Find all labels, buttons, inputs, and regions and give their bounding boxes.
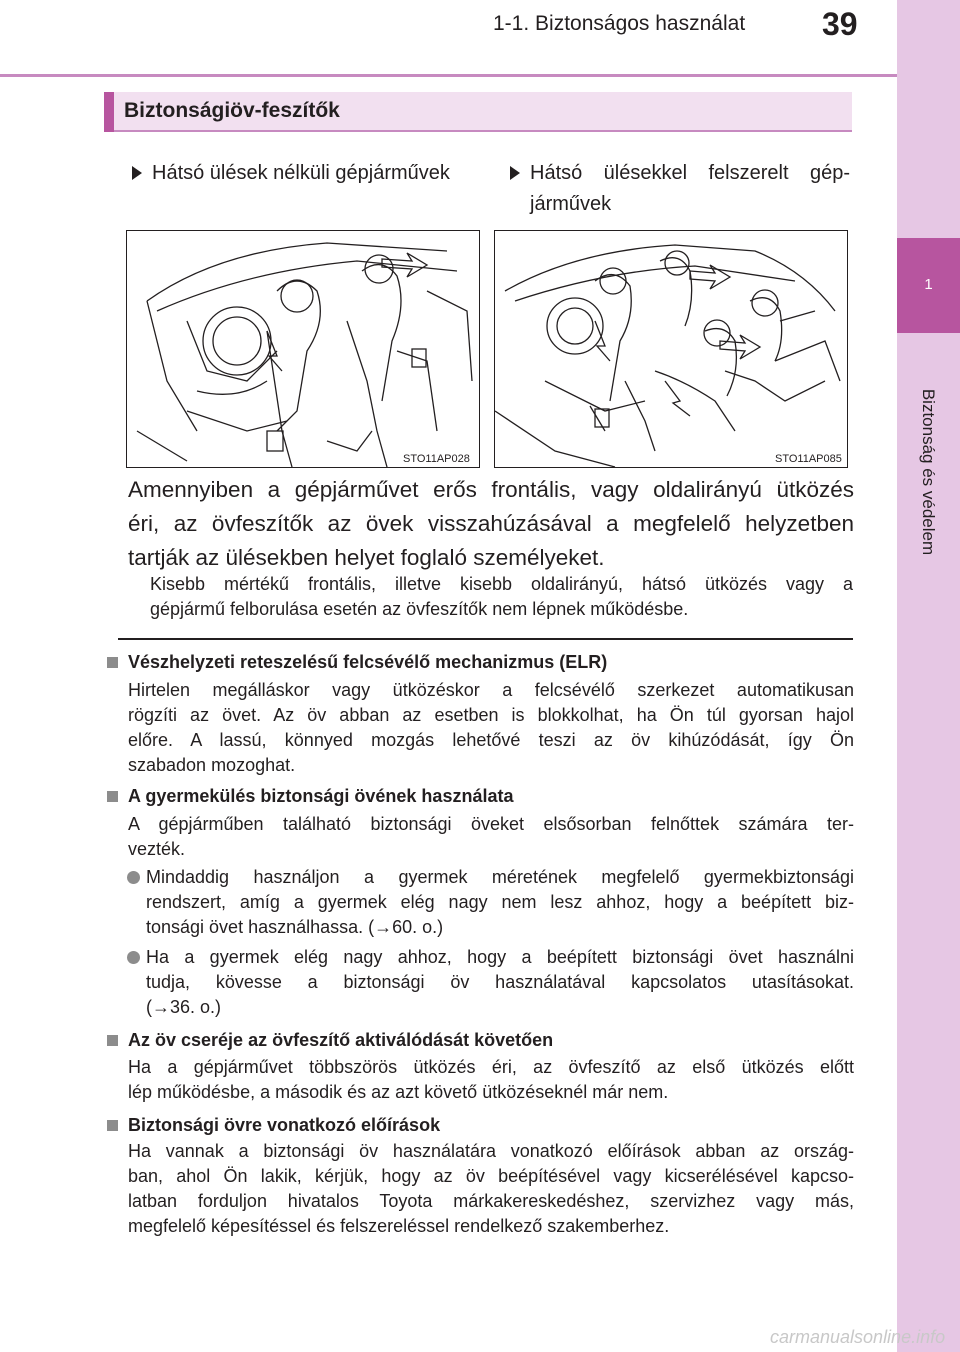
figure-caption-line: járművek [530, 193, 612, 215]
caption-triangle-icon [510, 166, 520, 180]
figure-code: STO11AP085 [775, 453, 842, 465]
body-line: (→36. o.) [146, 997, 222, 1017]
square-bullet-icon [107, 1120, 118, 1131]
body-line: Hirtelen megálláskor vagy ütközéskor a felcsévélő szerkezet automatikusan [128, 680, 854, 700]
body-line: tonsági övet használhassa. (→60. o.) [146, 917, 444, 937]
body-line: Ha vannak a biztonsági öv használatára vonatkozó előírások abban az ország- [128, 1141, 854, 1161]
body-line: ban, ahol Ön lakik, kérjük, hogy az öv beépítésével vagy kicserélésével kapcso- [128, 1166, 854, 1186]
section-title-accent [104, 92, 114, 132]
intro-line: Amennyiben a gépjárművet erős frontális, vagy oldalirányú ütközés [128, 477, 854, 502]
subsection-heading: Vészhelyzeti reteszelésű felcsévélő mechanizmus (ELR) [128, 652, 608, 672]
note-paragraph [150, 572, 853, 622]
caption-triangle-icon [132, 166, 142, 180]
figure-caption-left [152, 158, 482, 189]
running-header: 1-1. Biztonságos használat [493, 12, 746, 35]
body-line: Ha a gyermek elég nagy ahhoz, hogy a beépített biztonsági övet használni [146, 947, 854, 967]
header-rule [0, 74, 897, 77]
body-line: megfelelő képesítéssel és felszereléssel rendelkező szakemberhez. [128, 1216, 670, 1236]
intro-line: éri, az övfeszítők az övek visszahúzásával a megfelelő helyzetben [128, 511, 854, 536]
section-divider [118, 638, 853, 640]
body-line: előre. A lassú, könnyed mozgás lehetővé teszi az öv kihúzódását, így Ön [128, 730, 854, 750]
figure-caption-line: Hátsó ülésekkel felszerelt gép- [530, 162, 850, 184]
body-line: A gépjárműben található biztonsági öveket elsősorban felnőttek számára ter- [128, 814, 854, 834]
note-line: Kisebb mértékű frontális, illetve kisebb oldalirányú, hátsó ütközés vagy a [150, 574, 853, 594]
body-line: latban forduljon hivatalos Toyota márkakereskedéshez, szervizhez vagy más, [128, 1191, 854, 1211]
round-bullet-icon [127, 951, 140, 964]
watermark: carmanualsonline.info [770, 1327, 946, 1347]
round-bullet-icon [127, 871, 140, 884]
square-bullet-icon [107, 791, 118, 802]
body-line: Mindaddig használjon a gyermek méretének megfelelő gyermekbiztonsági [146, 867, 854, 887]
bullet-paragraph [146, 945, 854, 1020]
subsection-heading: A gyermekülés biztonsági övének használata [128, 786, 514, 806]
figure-seatbelt-with-rear [494, 230, 848, 468]
car-interior-illustration [127, 231, 479, 467]
car-interior-illustration [495, 231, 847, 467]
subsection-body [128, 812, 854, 862]
section-title: Biztonságiöv-feszítők [124, 99, 340, 122]
subsection-body [128, 1139, 854, 1239]
intro-line: tartják az ülésekben helyet foglaló személyeket. [128, 545, 605, 570]
chapter-tab-number: 1 [924, 276, 933, 293]
square-bullet-icon [107, 1035, 118, 1046]
square-bullet-icon [107, 657, 118, 668]
body-line: vezték. [128, 839, 186, 859]
body-line: lép működésbe, a második és az azt követő ütközéseknél már nem. [128, 1082, 669, 1102]
figure-seatbelt-no-rear [126, 230, 480, 468]
subsection-body [128, 678, 854, 778]
subsection-heading: Biztonsági övre vonatkozó előírások [128, 1115, 441, 1135]
figure-code: STO11AP028 [403, 453, 470, 465]
body-line: rögzíti az övet. Az öv abban az esetben is blokkolhat, ha Ön túl gyorsan hajol [128, 705, 854, 725]
figure-caption-line: Hátsó ülések nélküli gépjárművek [152, 162, 450, 184]
figure-caption-right [530, 158, 850, 220]
intro-paragraph [128, 473, 854, 575]
page-number: 39 [822, 6, 858, 42]
subsection-heading: Az öv cseréje az övfeszítő aktiválódását követően [128, 1030, 554, 1050]
note-line: gépjármű felborulása esetén az övfeszítők nem lépnek működésbe. [150, 599, 689, 619]
subsection-body [128, 1055, 854, 1105]
bullet-paragraph [146, 865, 854, 940]
body-line: Ha a gépjárművet többszörös ütközés éri, az övfeszítő az első ütközés előtt [128, 1057, 854, 1077]
body-line: szabadon mozoghat. [128, 755, 296, 775]
body-line: rendszert, amíg a gyermek elég nagy nem lesz ahhoz, hogy a beépített biz- [146, 892, 854, 912]
chapter-side-label-text: Biztonság és védelem [919, 388, 938, 556]
side-tab-strip [897, 0, 960, 1352]
body-line: tudja, kövesse a biztonsági öv használatával kapcsolatos utasításokat. [146, 972, 854, 992]
